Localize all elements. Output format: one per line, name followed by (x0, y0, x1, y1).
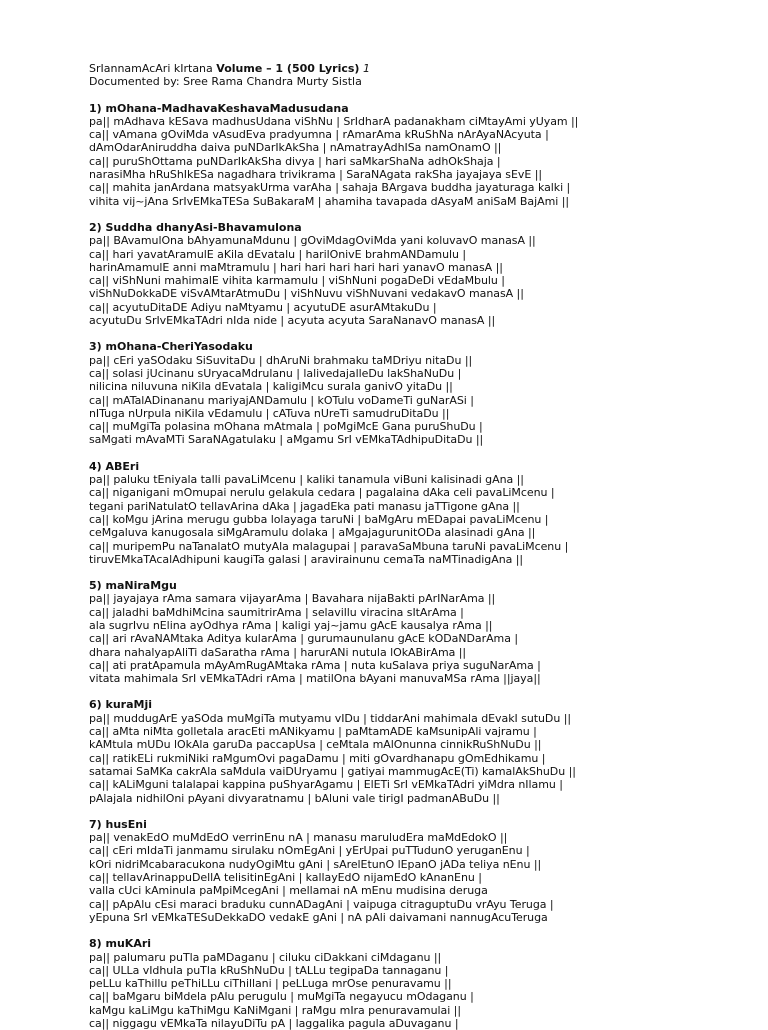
lyrics-sections (89, 102, 759, 1030)
header-line-1 (89, 62, 759, 75)
section-title: 4) ABEri (89, 459, 140, 473)
lyric-line: ca|| tellavArinappuDellA telisitinEgAni | kallayEdO nijamEdO kAnanEnu | (89, 871, 482, 885)
section-title: 5) maNiraMgu (89, 579, 177, 593)
section-title: 1) mOhana-MadhavaKeshavaMadusudana (89, 101, 349, 115)
section-title: 7) husEni (89, 817, 147, 831)
lyric-section (89, 221, 759, 327)
lyric-line: ca|| koMgu jArina merugu gubba lolayaga taruNi | baMgAru mEDapai pavaLiMcenu | (89, 512, 549, 526)
lyric-line: pa|| palumaru puTla paMDaganu | ciluku ciDakkani ciMdaganu || (89, 950, 442, 964)
lyric-section (89, 698, 759, 804)
lyric-line: ca|| muripemPu naTanalatO mutyAla malagupai | paravaSaMbuna taruNi pavaLiMcenu | (89, 539, 569, 553)
lyric-line: ca|| pApAlu cEsi maraci braduku cunnADagAni | vaipuga citraguptuDu vrAyu Teruga | (89, 897, 554, 911)
lyric-line: dAmOdarAniruddha daiva puNDarIkAkSha | nAmatrayAdhISa namOnamO || (89, 141, 502, 155)
lyric-line: vihita vij~jAna SrIvEMkaTESa SuBakaraM | ahamiha tavapada dAsyaM aniSaM BajAmi || (89, 194, 570, 208)
lyric-line: pa|| mAdhava kESava madhusUdana viShNu | SrIdharA padanakham ciMtayAmi yUyam || (89, 114, 579, 128)
lyric-line: ca|| niganigani mOmupai nerulu gelakula cedara | pagalaina dAka celi pavaLiMcenu | (89, 486, 555, 500)
lyric-section (89, 340, 759, 446)
lyric-line: vitata mahimala SrI vEMkaTAdri rAma | matilOna bAyani manuvaMSa rAma ||jaya|| (89, 672, 541, 686)
lyric-line: satamai SaMKa cakrAla saMdula vaiDUryamu | gatiyai mammugAcE(Ti) kamalAkShuDu || (89, 764, 576, 778)
lyric-line: tegani pariNatulatO tellavArina dAka | jagadEka pati manasu jaTTigone gAna || (89, 499, 520, 513)
lyric-line: nITuga nUrpula niKila vEdamulu | cATuva nUreTi samudruDitaDu || (89, 406, 450, 420)
lyric-line: harinAmamulE anni maMtramulu | hari hari hari hari hari yanavO manasA || (89, 260, 503, 274)
lyric-line: acyutuDu SrIvEMkaTAdri nIda nide | acyuta acyuta SaraNanavO manasA || (89, 314, 496, 328)
lyric-line: ala sugrIvu nElina ayOdhya rAma | kaligi yaj~jamu gAcE kausalya rAma || (89, 618, 493, 632)
lyric-line: pa|| venakEdO muMdEdO verrinEnu nA | manasu maruludEra maMdEdokO || (89, 831, 508, 845)
lyric-line: kOri nidriMcabaracukona nudyOgiMtu gAni | sArelEtunO lEpanO jADa teliya nEnu || (89, 857, 542, 871)
lyric-line: pa|| BAvamulOna bAhyamunaMdunu | gOviMdagOviMda yani koluvavO manasA || (89, 234, 536, 248)
lyric-line: pAlajala nidhilOni pAyani divyaratnamu | bAluni vale tirigI padmanABuDu || (89, 791, 500, 805)
lyric-line: pa|| paluku tEniyala talli pavaLiMcenu | kaliki tanamula viBuni kalisinadi gAna || (89, 473, 524, 487)
section-title: 6) kuraMji (89, 698, 152, 712)
lyric-line: peLLu kaThillu peThiLLu ciThillani | peLLuga mrOse penuravamu || (89, 977, 452, 991)
lyric-line: ca|| niggagu vEMkaTa nilayuDiTu pA | laggalika pagula aDuvaganu | (89, 1017, 459, 1030)
lyric-line: ca|| hari yavatAramulE aKila dEvatalu | harilOnivE brahmANDamulu | (89, 247, 467, 261)
lyric-line: yEpuna SrI vEMkaTESuDekkaDO vedakE gAni | nA pAli daivamani nannugAcuTeruga (89, 910, 548, 924)
lyric-line: ca|| mahita janArdana matsyakUrma varAha | sahaja BArgava buddha jayaturaga kalki | (89, 181, 571, 195)
lyric-line: ca|| ULLa vIdhula puTla kRuShNuDu | tALLu tegipaDa tannaganu | (89, 963, 449, 977)
lyric-line: ca|| vAmana gOviMda vAsudEva pradyumna | rAmarAma kRuShNa nArAyaNAcyuta | (89, 128, 549, 142)
section-title: 3) mOhana-CheriYasodaku (89, 340, 253, 354)
section-title: 8) muKAri (89, 937, 152, 951)
lyric-line: tiruvEMkaTAcalAdhipuni kaugiTa galasi | aravirainunu cemaTa naMTinadigAna || (89, 552, 524, 566)
lyric-line: ca|| kALiMguni talalapai kappina puShyarAgamu | ElETi SrI vEMkaTAdri yiMdra nIlamu | (89, 778, 563, 792)
lyric-line: pa|| cEri yaSOdaku SiSuvitaDu | dhAruNi brahmaku taMDriyu nitaDu || (89, 353, 473, 367)
lyric-line: ceMgaluva kanugosala siMgAramulu dolaka | aMgajagurunitODa alasinadi gAna || (89, 526, 536, 540)
lyric-section (89, 818, 759, 924)
lyric-line: pa|| muddugArE yaSOda muMgiTa mutyamu vIDu | tiddarAni mahimala dEvakI sutuDu || (89, 711, 572, 725)
lyric-line: kaMgu kaLiMgu kaThiMgu KaNiMgani | raMgu mIra penuravamulai || (89, 1003, 461, 1017)
lyric-line: pa|| jayajaya rAma samara vijayarAma | Bavahara nijaBakti pArINarAma || (89, 592, 496, 606)
lyric-line: saMgati mAvaMTi SaraNAgatulaku | aMgamu SrI vEMkaTAdhipuDitaDu || (89, 433, 484, 447)
header-page-number: 1 (359, 62, 370, 75)
lyric-line: valla cUci kAminula paMpiMcegAni | mellamai nA mEnu mudisina deruga (89, 884, 488, 898)
document-page (89, 62, 759, 1030)
section-title: 2) Suddha dhanyAsi-Bhavamulona (89, 220, 302, 234)
lyric-line: ca|| cEri mIdaTi janmamu sirulaku nOmEgAni | yErUpai puTTudunO yeruganEnu | (89, 844, 530, 858)
lyric-line: ca|| ratikELi rukmiNiki raMgumOvi pagaDamu | miti gOvardhanapu gOmEdhikamu | (89, 751, 546, 765)
lyric-line: ca|| muMgiTa polasina mOhana mAtmala | poMgiMcE Gana puruShuDu | (89, 420, 483, 434)
lyric-section (89, 937, 759, 1030)
lyric-section (89, 579, 759, 685)
lyric-line: ca|| viShNuni mahimalE vihita karmamulu | viShNuni pogaDeDi vEdaMbulu | (89, 274, 505, 288)
lyric-line: dhara nahalyapAliTi daSaratha rAma | harurANi nutula lOkABirAma || (89, 645, 467, 659)
lyric-section (89, 460, 759, 566)
lyric-line: kAMtula mUDu lOkAla garuDa paccapUsa | ceMtala mAlOnunna cinnikRuShNuDu || (89, 738, 542, 752)
lyric-section (89, 102, 759, 208)
header-prefix: SrIannamAcAri kIrtana (89, 62, 217, 75)
lyric-line: ca|| jaladhi baMdhiMcina saumitrirAma | selavillu viracina sItArAma | (89, 605, 464, 619)
lyric-line: narasiMha hRuShIkESa nagadhara trivikrama | SaraNAgata rakSha jayajaya sEvE || (89, 168, 543, 182)
lyric-line: ca|| solasi jUcinanu sUryacaMdrulanu | lalivedajalleDu lakShaNuDu | (89, 366, 462, 380)
lyric-line: ca|| ati pratApamula mAyAmRugAMtaka rAma | nuta kuSalava priya suguNarAma | (89, 658, 541, 672)
lyric-line: ca|| mATalADinananu mariyajANDamulu | kOTulu voDameTi guNarASi | (89, 393, 474, 407)
lyric-line: ca|| puruShOttama puNDarIkAkSha divya | hari saMkarShaNa adhOkShaja | (89, 154, 501, 168)
header-volume: Volume – 1 (500 Lyrics) (216, 62, 360, 75)
lyric-line: ca|| ari rAvaNAMtaka Aditya kularAma | gurumaunulanu gAcE kODaNDarAma | (89, 632, 519, 646)
header-line-2: Documented by: Sree Rama Chandra Murty Sistla (89, 75, 362, 89)
lyric-line: viShNuDokkaDE viSvAMtarAtmuDu | viShNuvu viShNuvani vedakavO manasA || (89, 287, 524, 301)
lyric-line: ca|| acyutuDitaDE Adiyu naMtyamu | acyutuDE asurAMtakuDu | (89, 300, 437, 314)
lyric-line: ca|| aMta niMta golletala aracEti mANikyamu | paMtamADE kaMsunipAli vajramu | (89, 725, 537, 739)
lyric-line: nilicina niluvuna niKila dEvatala | kaligiMcu surala ganivO yitaDu || (89, 380, 453, 394)
lyric-line: ca|| baMgaru biMdela pAlu perugulu | muMgiTa negayucu mOdaganu | (89, 990, 474, 1004)
